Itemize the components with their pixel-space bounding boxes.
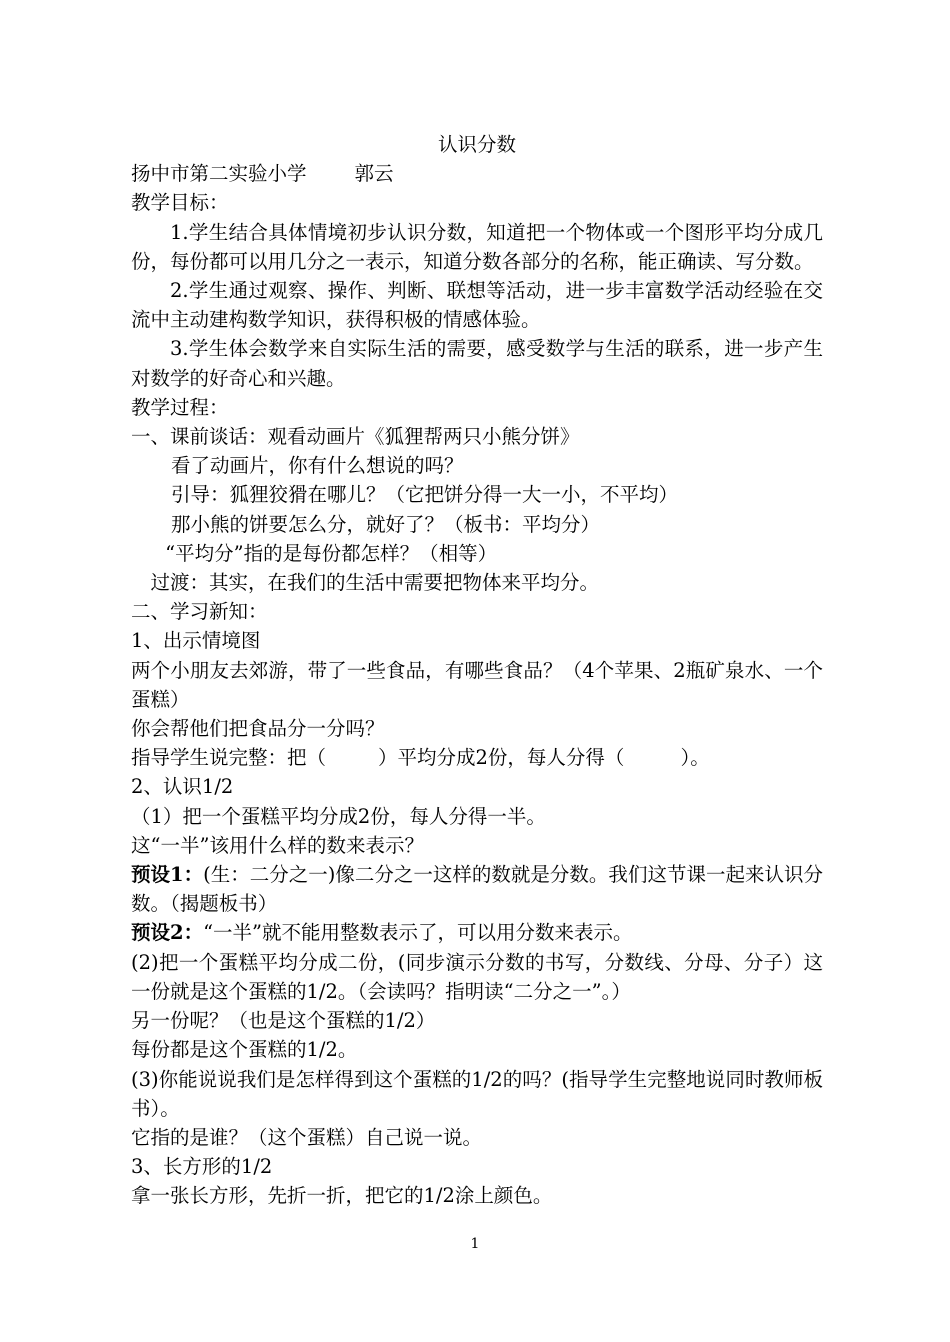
school-name: 扬中市第二实验小学 [131, 162, 307, 186]
subsection-heading: 1、出示情境图 [131, 629, 261, 653]
transition-line: 过渡：其实，在我们的生活中需要把物体来平均分。 [150, 571, 600, 595]
objective-item: 3.学生体会数学来自实际生活的需要，感受数学与生活的联系，进一步产生对数学的好奇心和兴趣。 [131, 337, 823, 390]
author-name: 郭云 [354, 162, 394, 186]
section-heading: 一、课前谈话：观看动画片《狐狸帮两只小熊分饼》 [131, 425, 580, 449]
dialogue-line: 那小熊的饼要怎么分，就好了？（板书：平均分） [170, 512, 600, 536]
preset-paragraph [131, 860, 823, 918]
objectives-heading: 教学目标： [131, 191, 229, 215]
body-line: （1）把一个蛋糕平均分成2份，每人分得一半。 [131, 804, 546, 828]
guide-part: ）平均分成2份，每人分得（ [378, 746, 625, 770]
guide-part: ）。 [680, 746, 710, 770]
scenario-text: 两个小朋友去郊游，带了一些食品，有哪些食品？（4个苹果、2瓶矿泉水、一个蛋糕） [131, 658, 823, 711]
lesson-plan-body [131, 130, 823, 1211]
preset-label: 预设1： [131, 863, 204, 887]
dialogue-line: 引导：狐狸狡猾在哪儿？（它把饼分得一大一小，不平均） [170, 483, 678, 507]
subsection-heading: 2、认识1/2 [131, 775, 234, 799]
process-heading: 教学过程： [131, 395, 229, 419]
page-number: 1 [470, 1236, 480, 1252]
objective-item: 2.学生通过观察、操作、判断、联想等活动，进一步丰富数学活动经验在交流中主动建构数学知识，获得积极的情感体验。 [131, 279, 823, 332]
guide-part: 指导学生说完整：把（ [131, 746, 327, 770]
author-line [131, 159, 823, 188]
objective-item: 1.学生结合具体情境初步认识分数，知道把一个物体或一个图形平均分成几份，每份都可以用几分之一表示，知道分数各部分的名称，能正确读、写分数。 [131, 220, 823, 273]
section-heading: 二、学习新知： [131, 600, 268, 624]
body-line: 每份都是这个蛋糕的1/2。 [131, 1038, 358, 1062]
guide-line [131, 743, 823, 772]
question-line: 你会帮他们把食品分一分吗？ [131, 717, 385, 741]
document-title: 认识分数 [437, 133, 516, 156]
preset-text: (生：二分之一)像二分之一这样的数就是分数。我们这节课一起来认识分数。（揭题板书） [131, 863, 823, 916]
dialogue-line: 看了动画片，你有什么想说的吗？ [170, 454, 464, 478]
body-line: 这“一半”该用什么样的数来表示？ [131, 833, 424, 857]
body-line: (3)你能说说我们是怎样得到这个蛋糕的1/2的吗？(指导学生完整地说同时教师板书）。 [131, 1067, 823, 1120]
dialogue-line: “平均分”指的是每份都怎样？（相等） [165, 541, 498, 565]
body-line: 另一份呢？（也是这个蛋糕的1/2） [131, 1009, 436, 1033]
preset-text: “一半”就不能用整数表示了，可以用分数来表示。 [203, 921, 633, 945]
preset-label: 预设2： [131, 921, 204, 945]
body-line: 拿一张长方形，先折一折，把它的1/2涂上颜色。 [131, 1184, 553, 1208]
body-line: (2)把一个蛋糕平均分成二份，(同步演示分数的书写，分数线、分母、分子）这一份就是这个蛋糕的1/2。（会读吗？指明读“二分之一”。） [131, 950, 823, 1003]
subsection-heading: 3、长方形的1/2 [131, 1155, 273, 1179]
body-line: 它指的是谁？（这个蛋糕）自己说一说。 [131, 1125, 483, 1149]
preset-paragraph [131, 918, 823, 947]
